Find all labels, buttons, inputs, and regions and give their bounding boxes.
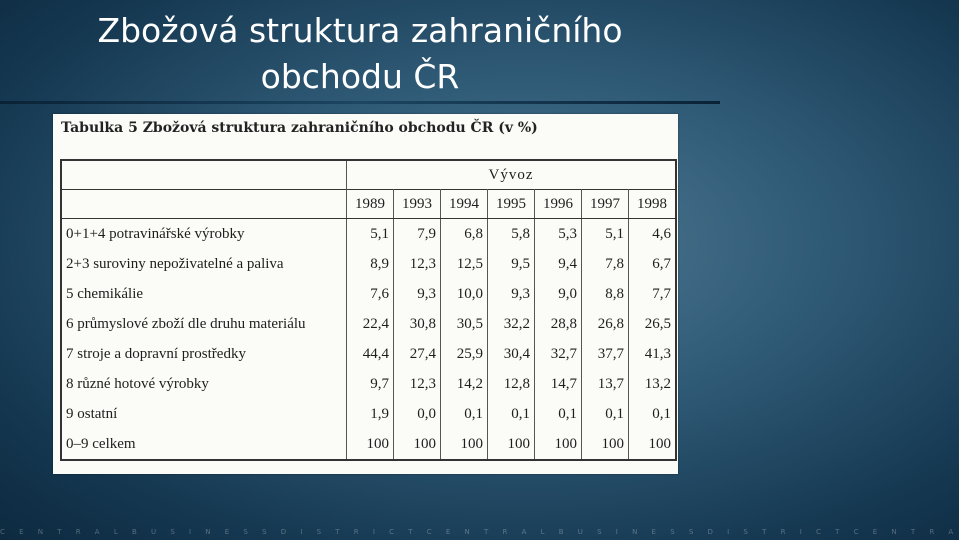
table-cell: 22,4 — [347, 309, 394, 339]
row-label: 5 chemikálie — [61, 279, 347, 309]
table-cell: 8,9 — [347, 249, 394, 279]
table-cell: 100 — [441, 429, 488, 460]
table-cell: 13,7 — [582, 369, 629, 399]
table-cell: 7,8 — [582, 249, 629, 279]
table-cell: 9,3 — [488, 279, 535, 309]
slide-title-line2: obchodu ČR — [260, 57, 460, 96]
table-cell: 5,1 — [582, 219, 629, 250]
table-row — [61, 279, 676, 309]
table-cell: 0,1 — [441, 399, 488, 429]
table-cell: 14,7 — [535, 369, 582, 399]
table-cell: 44,4 — [347, 339, 394, 369]
slide-title-line1: Zbožová struktura zahraničního — [97, 11, 623, 50]
table-cell: 4,6 — [629, 219, 677, 250]
table-row — [61, 309, 676, 339]
table-cell: 14,2 — [441, 369, 488, 399]
table-cell: 12,3 — [394, 369, 441, 399]
row-label: 8 různé hotové výrobky — [61, 369, 347, 399]
table-cell: 28,8 — [535, 309, 582, 339]
table-cell: 30,8 — [394, 309, 441, 339]
table-header-year: 1994 — [441, 190, 488, 219]
table-cell: 7,6 — [347, 279, 394, 309]
table-cell: 7,7 — [629, 279, 677, 309]
title-divider — [0, 101, 720, 104]
table-caption: Tabulka 5 Zbožová struktura zahraničního obchodu ČR (v %) — [61, 120, 538, 136]
table-header-year: 1997 — [582, 190, 629, 219]
table-cell: 26,8 — [582, 309, 629, 339]
table-cell: 100 — [488, 429, 535, 460]
row-label: 9 ostatní — [61, 399, 347, 429]
table-cell: 100 — [629, 429, 677, 460]
table-cell: 0,0 — [394, 399, 441, 429]
table-cell: 5,8 — [488, 219, 535, 250]
table-cell: 32,2 — [488, 309, 535, 339]
table-cell: 12,8 — [488, 369, 535, 399]
table-cell: 6,8 — [441, 219, 488, 250]
table-cell: 25,9 — [441, 339, 488, 369]
table-header-year: 1989 — [347, 190, 394, 219]
table-cell: 5,1 — [347, 219, 394, 250]
table-cell: 12,3 — [394, 249, 441, 279]
table-cell: 30,4 — [488, 339, 535, 369]
table-cell: 9,0 — [535, 279, 582, 309]
table-corner-cell — [61, 160, 347, 190]
table-cell: 0,1 — [535, 399, 582, 429]
table-cell: 10,0 — [441, 279, 488, 309]
table-header-year: 1998 — [629, 190, 677, 219]
table-row — [61, 399, 676, 429]
table-cell: 12,5 — [441, 249, 488, 279]
table-header-year: 1995 — [488, 190, 535, 219]
table-cell: 7,9 — [394, 219, 441, 250]
table-cell: 0,1 — [582, 399, 629, 429]
scanned-table-image — [53, 114, 678, 474]
table-cell: 26,5 — [629, 309, 677, 339]
table-cell: 13,2 — [629, 369, 677, 399]
table-group-header: Vývoz — [347, 160, 677, 190]
table-row — [61, 339, 676, 369]
table-row — [61, 249, 676, 279]
table-header-row — [61, 190, 676, 219]
table-cell: 100 — [535, 429, 582, 460]
table-cell: 0,1 — [488, 399, 535, 429]
table-cell: 8,8 — [582, 279, 629, 309]
table-cell: 9,4 — [535, 249, 582, 279]
table-header-year: 1996 — [535, 190, 582, 219]
table-header-blank — [61, 190, 347, 219]
table-cell: 6,7 — [629, 249, 677, 279]
row-label: 0–9 celkem — [61, 429, 347, 460]
table-cell: 41,3 — [629, 339, 677, 369]
table-cell: 37,7 — [582, 339, 629, 369]
row-label: 7 stroje a dopravní prostředky — [61, 339, 347, 369]
table-cell: 100 — [582, 429, 629, 460]
row-label: 0+1+4 potravinářské výrobky — [61, 219, 347, 250]
table-header-year: 1993 — [394, 190, 441, 219]
table-cell: 0,1 — [629, 399, 677, 429]
table-cell: 100 — [394, 429, 441, 460]
table-cell: 9,7 — [347, 369, 394, 399]
table-cell: 9,5 — [488, 249, 535, 279]
row-label: 2+3 suroviny nepoživatelné a paliva — [61, 249, 347, 279]
export-structure-table — [60, 159, 677, 461]
table-cell: 30,5 — [441, 309, 488, 339]
table-row — [61, 429, 676, 460]
table-cell: 1,9 — [347, 399, 394, 429]
table-cell: 32,7 — [535, 339, 582, 369]
table-cell: 100 — [347, 429, 394, 460]
table-cell: 9,3 — [394, 279, 441, 309]
footer-watermark: C E N T R A L B U S I N E S S D I S T R I C T C E N T R A L B U S I N E S S D I S T R I C T C E N T R A — [0, 528, 959, 536]
table-cell: 5,3 — [535, 219, 582, 250]
table-group-header-row — [61, 160, 676, 190]
table-cell: 27,4 — [394, 339, 441, 369]
table-row — [61, 369, 676, 399]
table-row — [61, 219, 676, 250]
slide-title — [0, 8, 720, 100]
row-label: 6 průmyslové zboží dle druhu materiálu — [61, 309, 347, 339]
